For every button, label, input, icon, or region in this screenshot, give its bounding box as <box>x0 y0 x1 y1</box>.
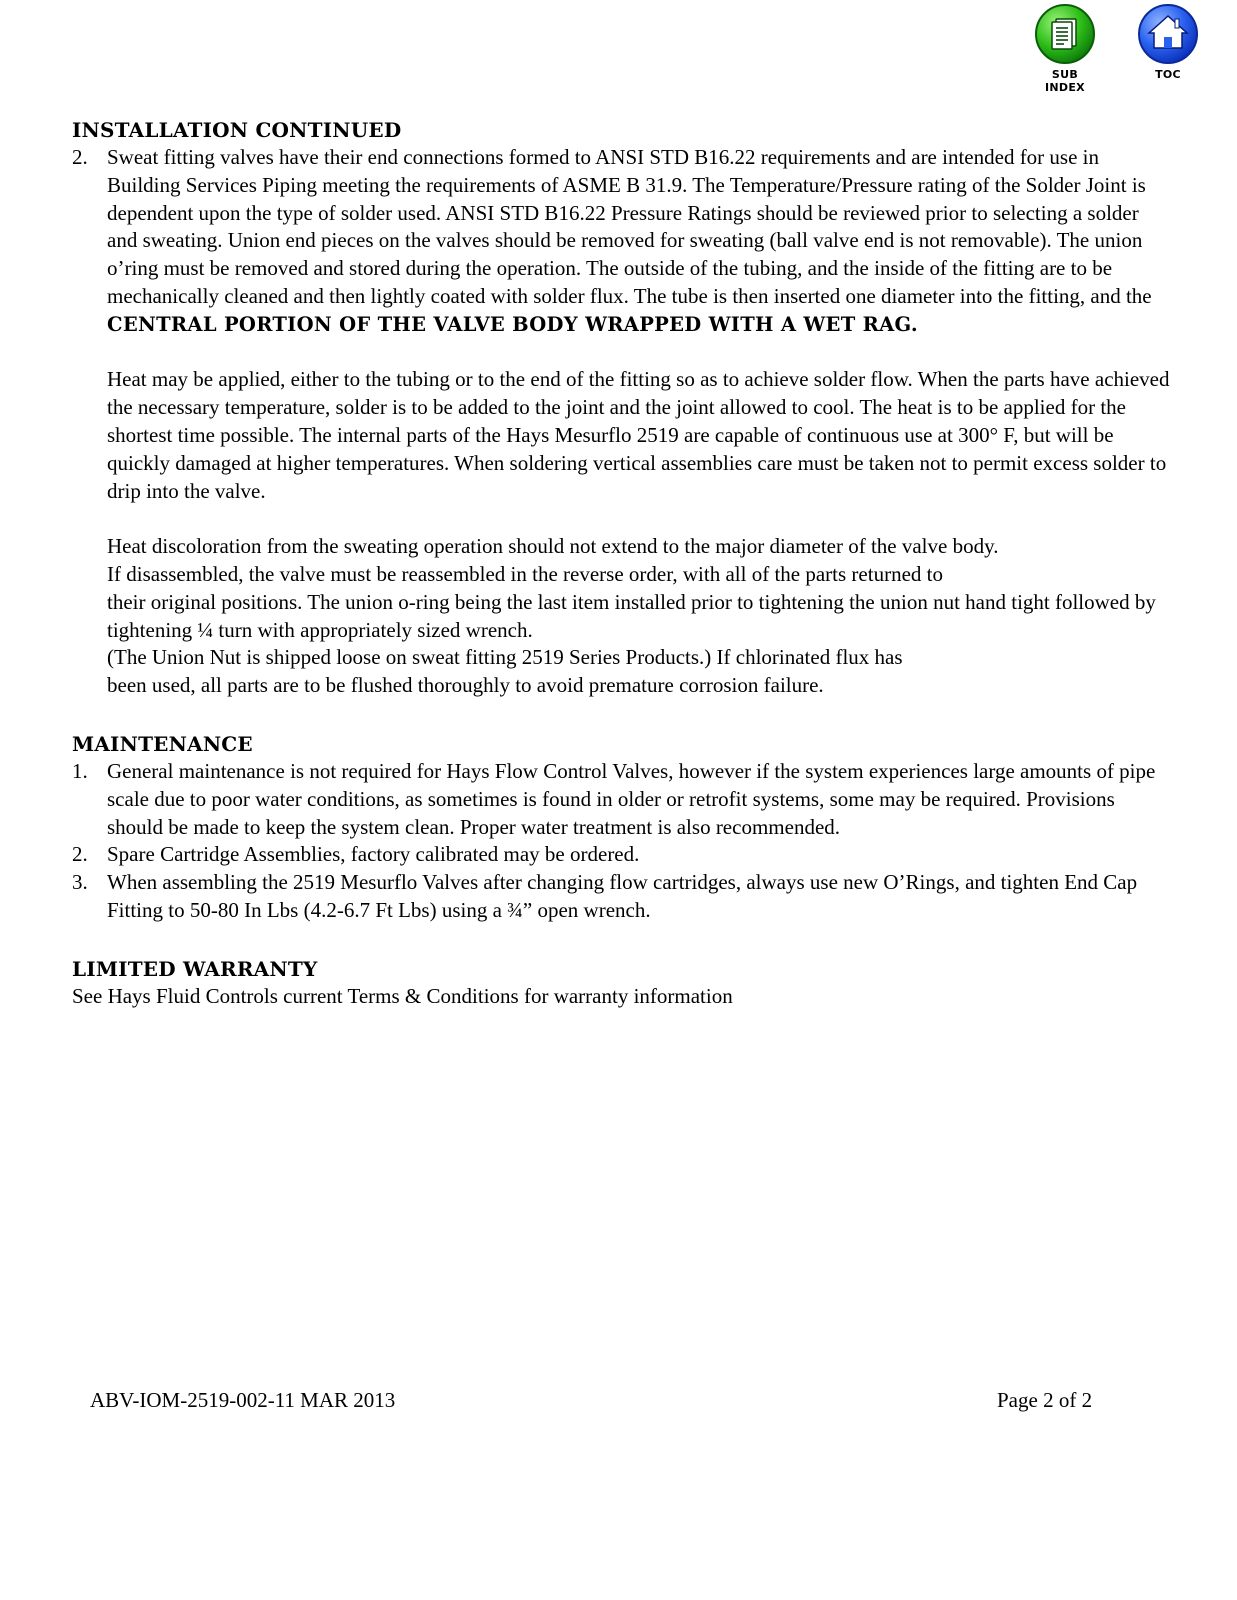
list-item-number: 1. <box>72 758 88 783</box>
installation-caps-note: CENTRAL PORTION OF THE VALVE BODY WRAPPED WITH A WET RAG. <box>107 312 918 336</box>
installation-paragraph <box>107 144 1172 339</box>
list-item <box>72 758 1172 841</box>
heat-paragraph: Heat may be applied, either to the tubing or to the end of the fitting so as to achieve solder flow. When the parts have achieved the necessary temperature, solder is to be added to the joint and the joint allowed to cool. The heat is to be applied for the shortest time possible. The internal parts of the Hays Mesurflo 2519 are capable of continuous use at 300° F, but will be quickly damaged at higher temperatures. When soldering vertical assemblies care must be taken not to permit excess solder to drip into the valve. <box>107 367 1170 503</box>
list-item-number: 3. <box>72 870 88 895</box>
maintenance-heading: MAINTENANCE <box>72 731 253 756</box>
list-item-text: Spare Cartridge Assemblies, factory calibrated may be ordered. <box>107 842 640 867</box>
main-content <box>72 116 1172 1011</box>
list-item-text: General maintenance is not required for Hays Flow Control Valves, however if the system experiences large amounts of pipe scale due to poor water conditions, as sometimes is found in older or retrofit systems, some may be required. Provisions should be made to keep the system clean. Proper water treatment is also recommended. <box>107 758 1156 839</box>
warranty-heading: LIMITED WARRANTY <box>72 956 318 981</box>
list-item <box>72 869 1172 925</box>
reassembly-line: been used, all parts are to be flushed thoroughly to avoid premature corrosion failure. <box>107 673 824 698</box>
list-item-number: 2. <box>72 145 88 169</box>
toc-button[interactable] <box>1133 4 1203 81</box>
footer-doc-id: ABV-IOM-2519-002-11 MAR 2013 <box>90 1388 396 1412</box>
list-item <box>72 144 1172 339</box>
maintenance-list <box>72 758 1172 925</box>
reassembly-line: (The Union Nut is shipped loose on sweat fitting 2519 Series Products.) If chlorinated flux has <box>107 645 903 670</box>
list-item-number: 2. <box>72 842 88 867</box>
reassembly-line: their original positions. The union o-ring being the last item installed prior to tightening the union nut hand tight followed by tightening ¼ turn with appropriately sized wrench. <box>107 589 1156 642</box>
toc-label: TOC <box>1155 68 1181 81</box>
warranty-text: See Hays Fluid Controls current Terms & Conditions for warranty information <box>72 983 733 1008</box>
list-item-text: When assembling the 2519 Mesurflo Valves after changing flow cartridges, always use new O’Rings, and tighten End Cap Fitting to 50-80 In Lbs (4.2-6.7 Ft Lbs) using a ¾” open wrench. <box>107 870 1138 922</box>
document-list-icon <box>1035 4 1095 64</box>
installation-list <box>72 144 1172 339</box>
reassembly-line: Heat discoloration from the sweating operation should not extend to the major diameter of the valve body. <box>107 534 999 559</box>
reassembly-paragraph <box>72 533 1172 700</box>
list-item <box>72 841 1172 869</box>
installation-paragraph-text: Sweat fitting valves have their end connections formed to ANSI STD B16.22 requirements and are intended for use in Building Services Piping meeting the requirements of ASME B 31.9. The Temperature/Pressure rating of the Solder Joint is dependent upon the type of solder used. ANSI STD B16.22 Pressure Ratings should be reviewed prior to selecting a solder and sweating. Union end pieces on the valves should be removed for sweating (ball valve end is not removable). The union o’ring must be removed and stored during the operation. The outside of the tubing, and the inside of the fitting are to be mechanically cleaned and then lightly coated with solder flux. The tube is then inserted one diameter into the fitting, and the <box>107 145 1152 308</box>
sub-index-button[interactable] <box>1030 4 1100 94</box>
reassembly-line: If disassembled, the valve must be reassembled in the reverse order, with all of the parts returned to <box>107 561 943 586</box>
home-icon <box>1138 4 1198 64</box>
installation-heading: INSTALLATION CONTINUED <box>72 118 402 142</box>
sub-index-label: SUB INDEX <box>1045 68 1085 94</box>
footer-page-number: Page 2 of 2 <box>997 1388 1093 1412</box>
